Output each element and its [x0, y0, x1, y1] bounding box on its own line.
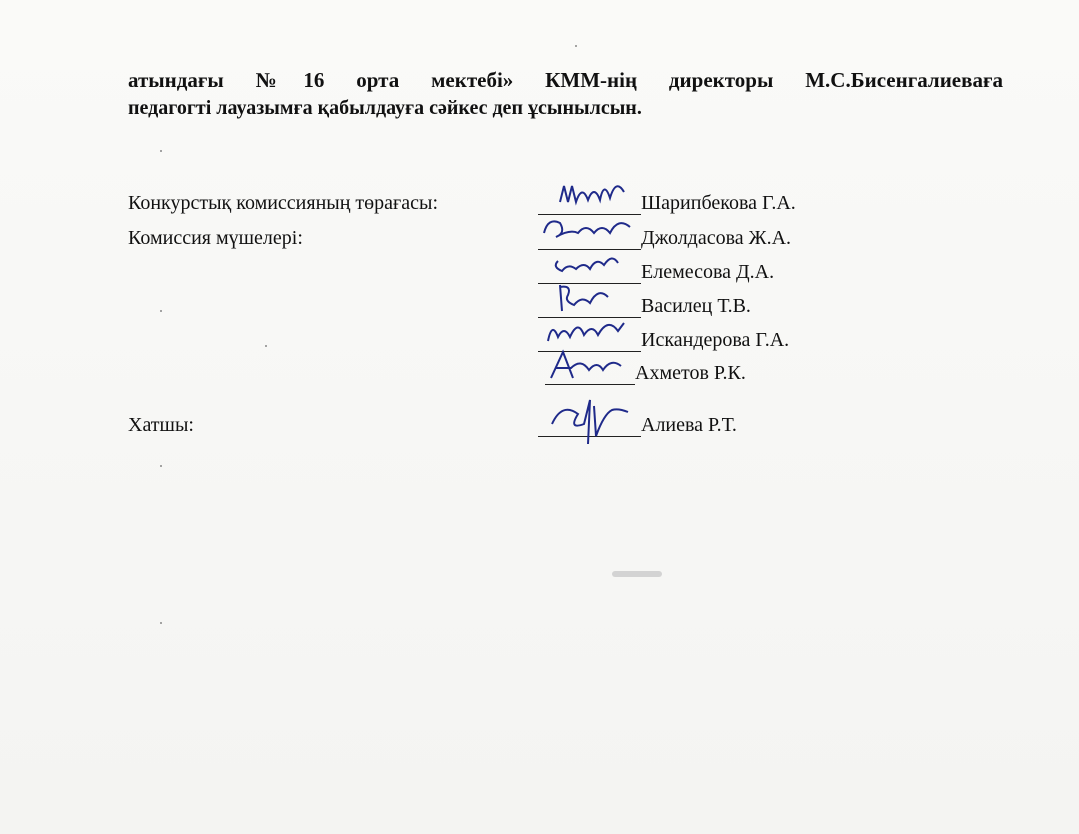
handwritten-signature [545, 344, 645, 384]
member-name: Джолдасова Ж.А. [641, 227, 792, 249]
role-label: Хатшы: [128, 414, 194, 436]
member-name: Ахметов Р.К. [635, 362, 746, 384]
signature-row-secretary [0, 410, 1079, 440]
member-name: Искандерова Г.А. [641, 329, 790, 351]
role-label: Комиссия мүшелері: [128, 227, 303, 249]
paragraph-line-2: педагогті лауазымға қабылдауға сәйкес деп ұсынылсын. [128, 97, 642, 119]
paragraph-line-1: атындағы №16 орта мектебі» КММ-нің директоры М.С.Бисенгалиеваға [128, 68, 1003, 92]
scan-speck [160, 310, 162, 312]
handwritten-signature [538, 396, 638, 456]
member-name: Алиева Р.Т. [641, 414, 737, 436]
member-name: Елемесова Д.А. [641, 261, 775, 283]
signature-line [538, 410, 641, 437]
scan-smudge [612, 571, 662, 577]
scan-speck [160, 622, 162, 624]
signature-row [0, 325, 1079, 355]
signature-row [0, 358, 1079, 388]
scan-speck [575, 45, 577, 47]
member-name: Шарипбекова Г.А. [641, 192, 796, 214]
scan-speck [265, 345, 267, 347]
scan-speck [160, 465, 162, 467]
role-label: Конкурстық комиссияның төрағасы: [128, 192, 438, 214]
body-paragraph [128, 66, 1003, 122]
scan-speck [160, 150, 162, 152]
member-name: Василец Т.В. [641, 295, 751, 317]
signature-line [545, 358, 635, 385]
handwritten-signature [538, 174, 638, 214]
